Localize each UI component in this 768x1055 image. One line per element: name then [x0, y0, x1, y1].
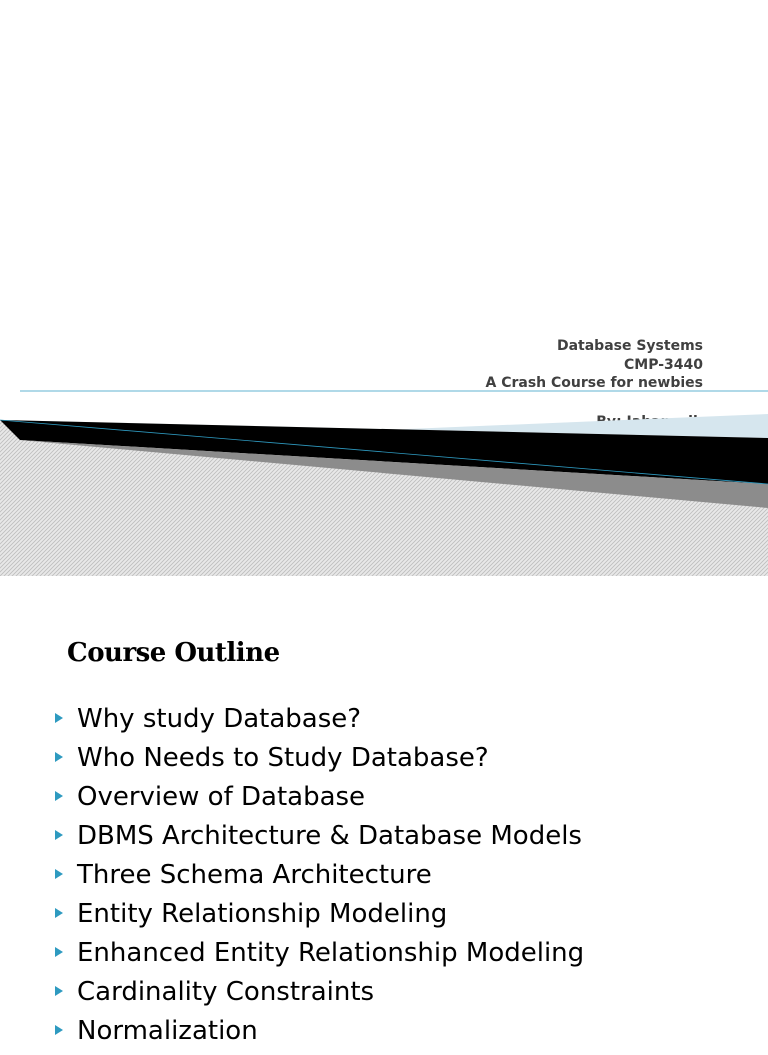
bullet-arrow-icon [55, 1025, 63, 1035]
course-subtitle: A Crash Course for newbies [485, 375, 703, 391]
bullet-arrow-icon [55, 752, 63, 762]
bullet-arrow-icon [55, 908, 63, 918]
bullet-arrow-icon [55, 830, 63, 840]
bullet-arrow-icon [55, 713, 63, 723]
bullet-arrow-icon [55, 791, 63, 801]
course-code: CMP-3440 [624, 356, 703, 373]
outline-heading: Course Outline [67, 638, 280, 668]
outline-slide: Course Outline Why study Database? Who Needs to Study Database? Overview of Database DBMS Architecture & Database Models Three Schema Architecture Entity Relationship Modeling Enhanced Entity Relationship Modeling Cardinality Constraints Normalization [0, 576, 768, 1024]
bullet-arrow-icon [55, 986, 63, 996]
decorative-bands [0, 380, 768, 576]
course-name: Database Systems [556, 338, 703, 354]
bullet-arrow-icon [55, 869, 63, 879]
bullet-arrow-icon [55, 947, 63, 957]
